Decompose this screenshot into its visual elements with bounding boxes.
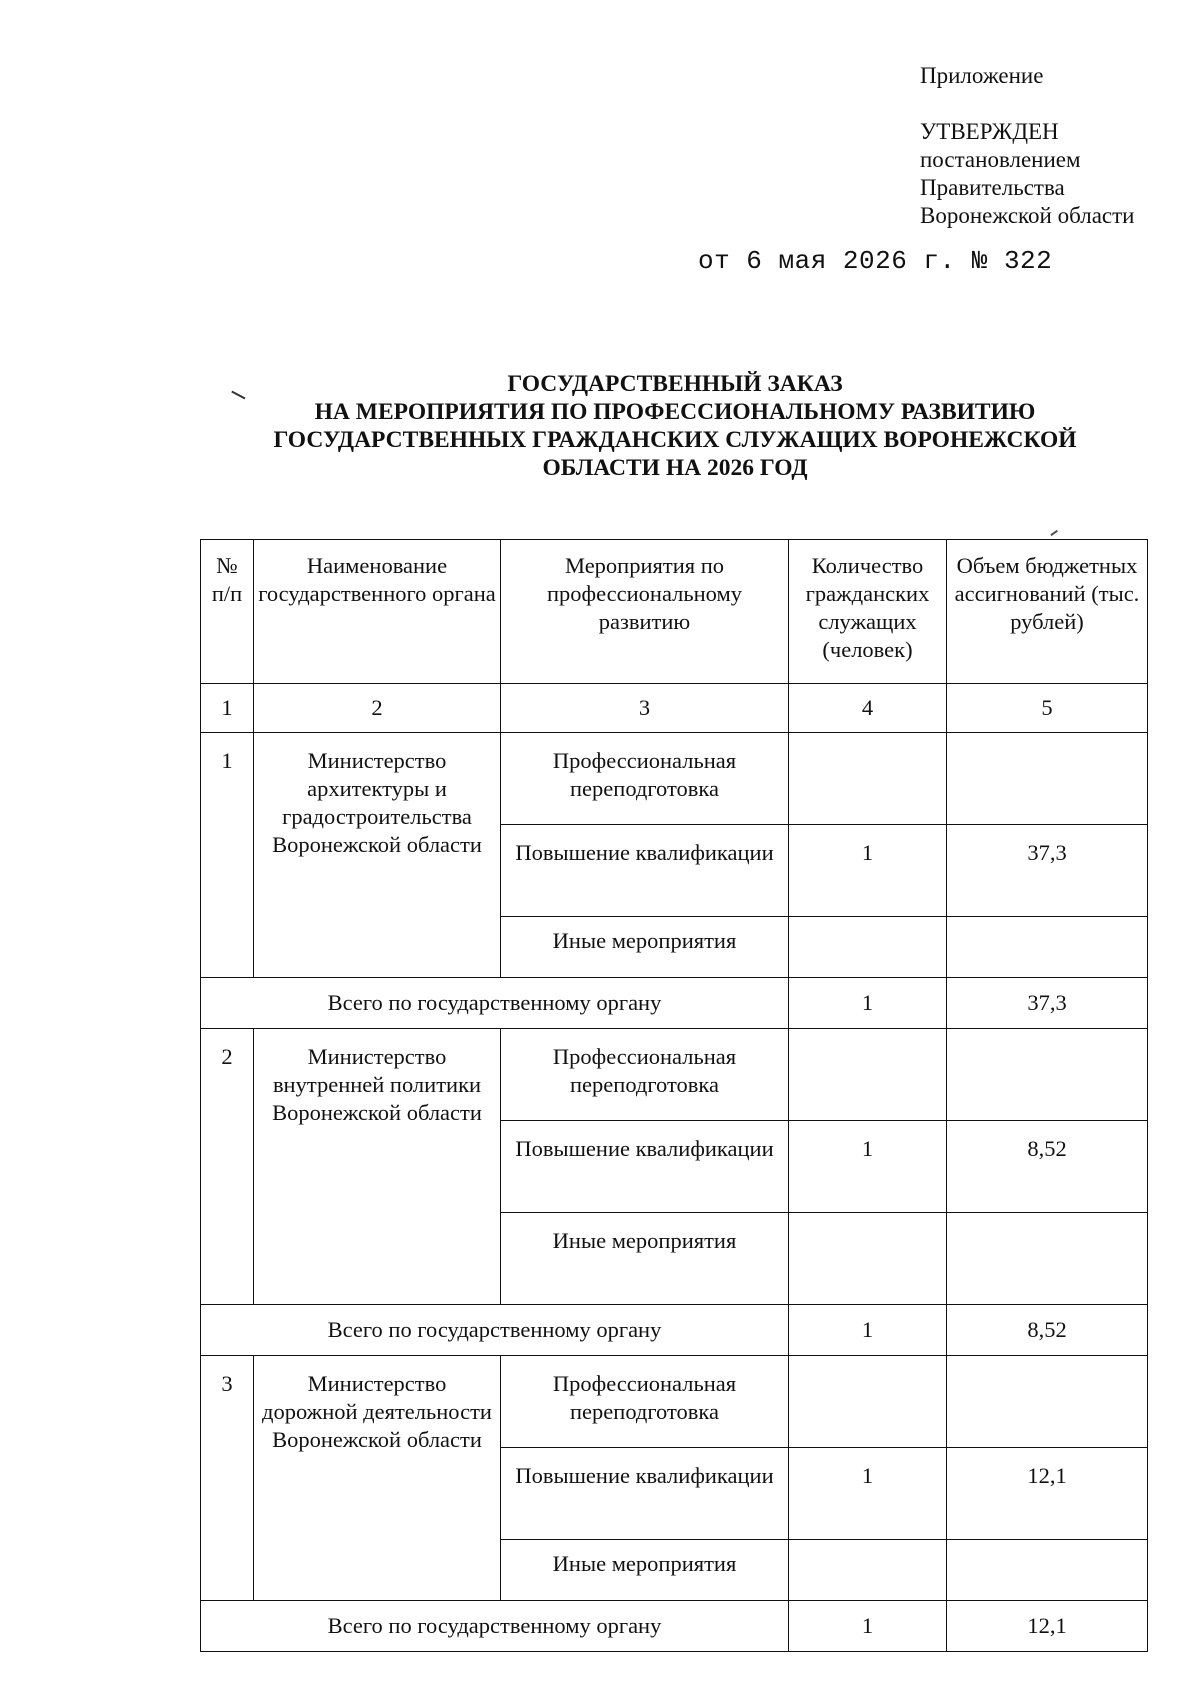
appendix-label: Приложение (920, 63, 1044, 88)
column-number: 5 (947, 684, 1148, 733)
header-cell-amount: Объем бюджетных ассигнований (тыс. рублей) (947, 540, 1148, 684)
total-label: Всего по государственному органу (201, 1601, 789, 1652)
total-label: Всего по государственному органу (201, 1305, 789, 1356)
amount-cell (947, 1356, 1148, 1448)
amount-cell: 37,3 (947, 825, 1148, 917)
total-label: Всего по государственному органу (201, 978, 789, 1029)
count-cell: 1 (789, 825, 947, 917)
activity-cell: Повышение квалификации (501, 1121, 789, 1213)
activity-cell: Профессиональная переподготовка (501, 1029, 789, 1121)
approved-line: Воронежской области (920, 203, 1135, 228)
total-count: 1 (789, 1601, 947, 1652)
count-cell: 1 (789, 1121, 947, 1213)
header-cell-count: Количество гражданских служащих (человек) (789, 540, 947, 684)
total-row (201, 1601, 1148, 1652)
count-cell (789, 733, 947, 825)
column-numbers-row (201, 684, 1148, 733)
title-line: ГОСУДАРСТВЕННЫХ ГРАЖДАНСКИХ СЛУЖАЩИХ ВОРОНЕЖСКОЙ (273, 427, 1077, 453)
amount-cell (947, 1213, 1148, 1305)
count-cell (789, 1213, 947, 1305)
decree-number: от 6 мая 2026 г. № 322 (698, 246, 1053, 276)
column-number: 3 (501, 684, 789, 733)
activity-cell: Иные мероприятия (501, 1213, 789, 1305)
column-number: 4 (789, 684, 947, 733)
table-row (201, 733, 1148, 825)
amount-cell (947, 917, 1148, 978)
count-cell (789, 1540, 947, 1601)
column-number: 2 (254, 684, 501, 733)
approval-block (920, 62, 1135, 230)
total-row (201, 978, 1148, 1029)
amount-cell: 8,52 (947, 1121, 1148, 1213)
approved-line: Правительства (920, 175, 1065, 200)
table-row (201, 1356, 1148, 1448)
amount-cell (947, 733, 1148, 825)
count-cell (789, 1356, 947, 1448)
total-count: 1 (789, 1305, 947, 1356)
count-cell (789, 917, 947, 978)
approved-line: постановлением (920, 147, 1081, 172)
header-cell-organ: Наименование государственного органа (254, 540, 501, 684)
title-line: ОБЛАСТИ НА 2026 ГОД (542, 455, 808, 481)
organ-name: Министерство дорожной деятельности Воронежской области (254, 1356, 501, 1601)
row-number: 1 (201, 733, 254, 978)
activity-cell: Профессиональная переподготовка (501, 733, 789, 825)
header-cell-activity: Мероприятия по профессиональному развитию (501, 540, 789, 684)
stray-pen-mark (1050, 530, 1057, 536)
total-count: 1 (789, 978, 947, 1029)
total-row (201, 1305, 1148, 1356)
activity-cell: Повышение квалификации (501, 1448, 789, 1540)
activity-cell: Иные мероприятия (501, 1540, 789, 1601)
table-header-row (201, 540, 1148, 684)
count-cell (789, 1029, 947, 1121)
organ-name: Министерство архитектуры и градостроительства Воронежской области (254, 733, 501, 978)
activity-cell: Профессиональная переподготовка (501, 1356, 789, 1448)
amount-cell (947, 1540, 1148, 1601)
column-number: 1 (201, 684, 254, 733)
row-number: 3 (201, 1356, 254, 1601)
activity-cell: Повышение квалификации (501, 825, 789, 917)
document-title (200, 370, 1150, 482)
title-line: ГОСУДАРСТВЕННЫЙ ЗАКАЗ (507, 371, 843, 397)
organ-name: Министерство внутренней политики Воронежской области (254, 1029, 501, 1305)
count-cell: 1 (789, 1448, 947, 1540)
amount-cell: 12,1 (947, 1448, 1148, 1540)
title-line: НА МЕРОПРИЯТИЯ ПО ПРОФЕССИОНАЛЬНОМУ РАЗВИТИЮ (314, 399, 1036, 425)
total-amount: 8,52 (947, 1305, 1148, 1356)
total-amount: 37,3 (947, 978, 1148, 1029)
amount-cell (947, 1029, 1148, 1121)
header-cell-number: № п/п (201, 540, 254, 684)
row-number: 2 (201, 1029, 254, 1305)
approved-label: УТВЕРЖДЕН (920, 119, 1059, 144)
activity-cell: Иные мероприятия (501, 917, 789, 978)
government-order-table (200, 539, 1148, 1652)
total-amount: 12,1 (947, 1601, 1148, 1652)
table-row (201, 1029, 1148, 1121)
